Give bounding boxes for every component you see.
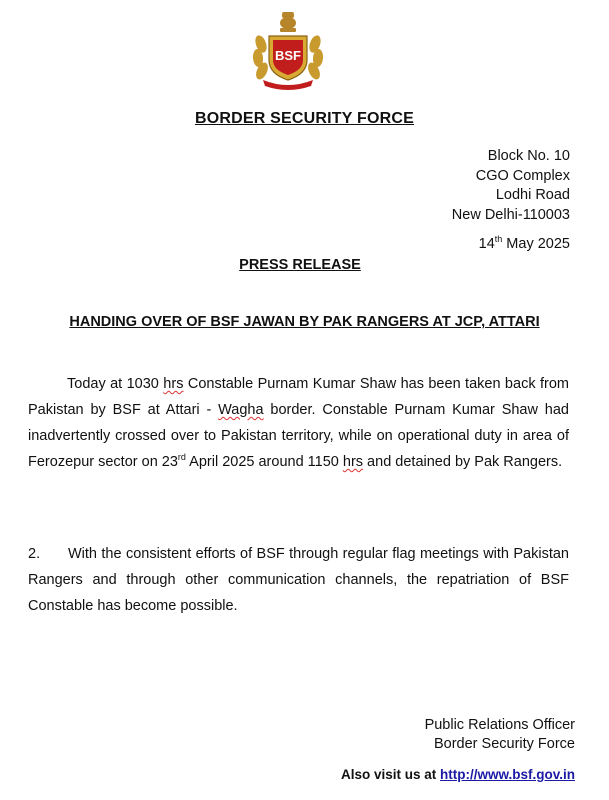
address-line: CGO Complex <box>475 167 570 184</box>
signatory-org: Border Security Force <box>433 736 575 752</box>
bsf-emblem-logo <box>249 10 327 90</box>
signature-block <box>425 716 575 754</box>
footer-visit: Also visit us at http://www.bsf.gov.in <box>340 767 575 782</box>
paragraph-number: 2. <box>28 546 41 562</box>
subject-heading: HANDING OVER OF BSF JAWAN BY PAK RANGERS AT JCP, ATTARI <box>69 314 540 330</box>
paragraph-2: 2. With the consistent efforts of BSF through regular flag meetings with Pakistan Rangers and through other communication channels, the repatriation of BSF Constable has become possible. <box>28 541 569 619</box>
office-address <box>452 147 570 225</box>
website-link[interactable]: http://www.bsf.gov.in <box>440 767 575 782</box>
paragraph-1: Today at 1030 hrs Constable Purnam Kumar Shaw has been taken back from Pakistan by BSF at Attari - Wagha border. Constable Purnam Kumar Shaw had inadvertently crossed over to Pakistan territory, while on operational duty in area of Ferozepur sector on 23rd April 2025 around 1150 hrs and detained by Pak Rangers. <box>28 376 569 470</box>
address-line: New Delhi-110003 <box>451 206 570 223</box>
release-date: 14th May 2025 <box>478 234 570 252</box>
address-line: Lodhi Road <box>495 187 570 203</box>
press-release-heading: PRESS RELEASE <box>239 257 361 273</box>
signatory-title: Public Relations Officer <box>424 717 575 733</box>
organization-title: BORDER SECURITY FORCE <box>194 110 415 127</box>
logo-text: BSF <box>275 48 301 63</box>
address-line: Block No. 10 <box>487 148 570 164</box>
